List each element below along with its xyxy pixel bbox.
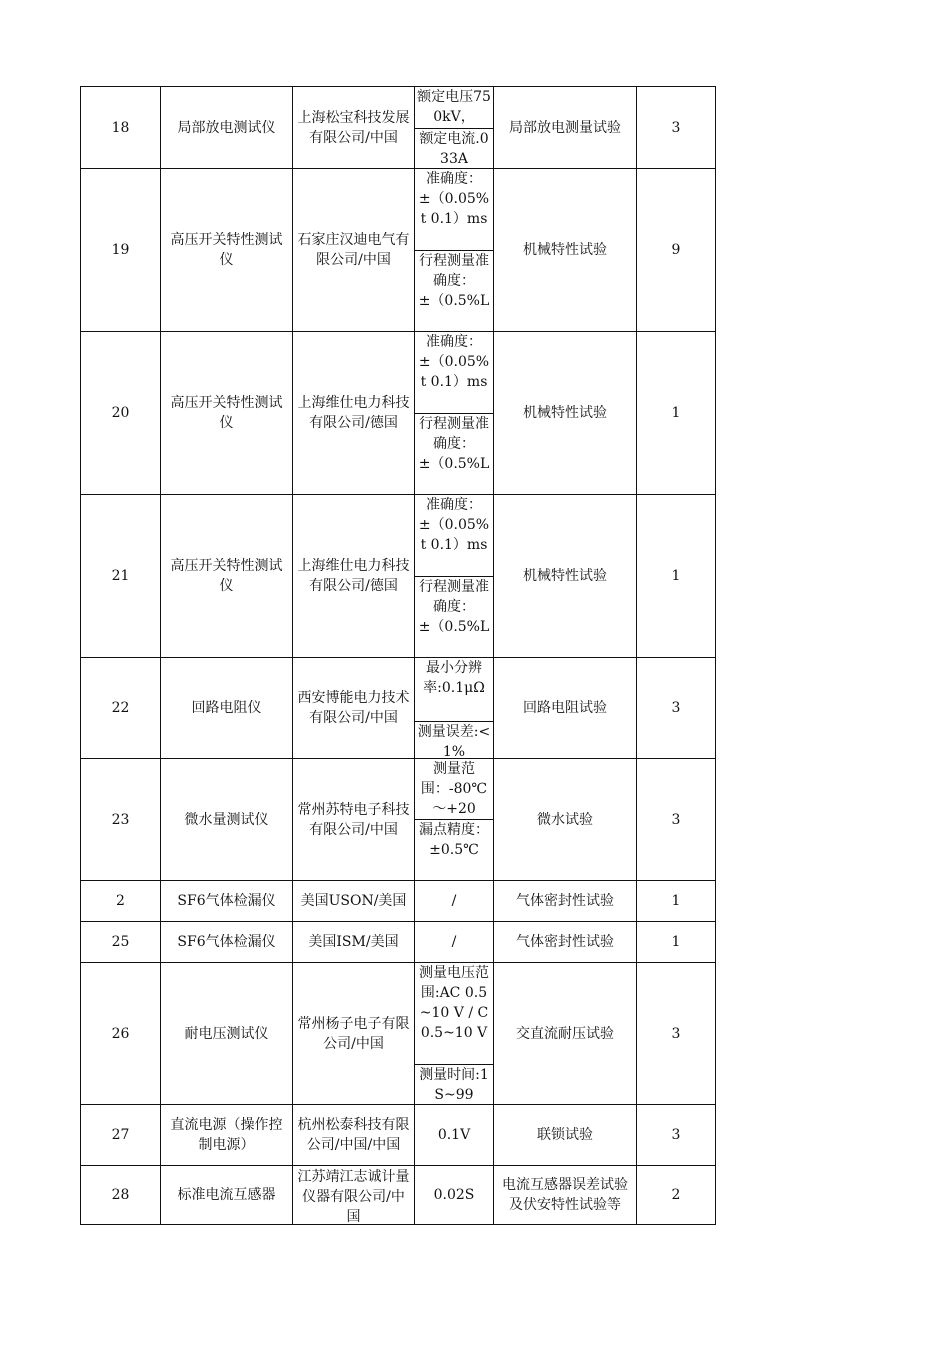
- quantity-cell: [637, 87, 716, 169]
- instrument-name-cell: [161, 1166, 293, 1225]
- spec-line: 行程测量准确度：±（0.5%L: [415, 576, 493, 658]
- instrument-name: SF6气体检漏仪: [177, 893, 276, 909]
- instrument-name-cell: [161, 1105, 293, 1166]
- table-row: [81, 963, 716, 1105]
- spec-line: 准确度：±（0.05%t 0.1）ms: [418, 497, 490, 553]
- spec-cell: [415, 658, 494, 759]
- instrument-name-cell: [161, 881, 293, 922]
- spec-line: 0.02S: [433, 1187, 475, 1203]
- table-row: [81, 495, 716, 658]
- manufacturer-cell: [293, 169, 415, 332]
- quantity: 3: [671, 811, 681, 828]
- manufacturer-cell: [293, 1166, 415, 1225]
- test-item-cell: [494, 759, 637, 881]
- quantity: 1: [671, 405, 681, 421]
- test-item: 回路电阻试验: [523, 700, 607, 716]
- row-number: 26: [111, 1025, 130, 1042]
- row-number-cell: [81, 1105, 161, 1166]
- quantity: 1: [671, 568, 681, 584]
- spec-line: 测量误差:<1%: [415, 721, 493, 759]
- instrument-name: 高压开关特性测试仪: [170, 395, 283, 431]
- table-row: [81, 658, 716, 759]
- row-number: 21: [111, 568, 130, 584]
- row-number: 22: [111, 700, 130, 716]
- row-number-cell: [81, 1166, 161, 1225]
- instrument-name: 直流电源（操作控制电源）: [170, 1117, 283, 1153]
- quantity-cell: [637, 169, 716, 332]
- test-item: 机械特性试验: [523, 405, 607, 421]
- manufacturer-cell: [293, 922, 415, 963]
- row-number: 23: [111, 811, 130, 828]
- instrument-name-cell: [161, 332, 293, 495]
- quantity-cell: [637, 963, 716, 1105]
- manufacturer-cell: [293, 658, 415, 759]
- manufacturer: 上海维仕电力科技有限公司/德国: [297, 558, 410, 594]
- test-item: 微水试验: [537, 811, 593, 828]
- quantity: 2: [671, 1187, 681, 1203]
- spec-cell: [415, 759, 494, 881]
- instrument-name: 耐电压测试仪: [184, 1025, 269, 1042]
- row-number-cell: [81, 658, 161, 759]
- instrument-name: 局部放电测试仪: [177, 119, 276, 136]
- spec-line: 测量范围：-80℃～+20: [420, 761, 488, 817]
- instrument-name: 高压开关特性测试仪: [170, 232, 283, 268]
- row-number-cell: [81, 332, 161, 495]
- test-item-cell: [494, 1166, 637, 1225]
- quantity: 3: [671, 1127, 681, 1143]
- manufacturer: 石家庄汉迪电气有限公司/中国: [297, 232, 410, 268]
- test-item: 局部放电测量试验: [509, 119, 621, 136]
- manufacturer-cell: [293, 332, 415, 495]
- table-row: [81, 332, 716, 495]
- table-row: [81, 169, 716, 332]
- instrument-name-cell: [161, 87, 293, 169]
- instrument-name-cell: [161, 658, 293, 759]
- equipment-table-body: [81, 87, 716, 1225]
- spec-line: 测量时间:1S~99: [415, 1064, 493, 1105]
- manufacturer-cell: [293, 759, 415, 881]
- spec-line: 行程测量准确度：±（0.5%L: [415, 413, 493, 495]
- instrument-name: 回路电阻仪: [191, 700, 262, 716]
- manufacturer: 西安博能电力技术有限公司/中国: [297, 690, 410, 726]
- manufacturer-cell: [293, 87, 415, 169]
- spec-cell: [415, 881, 494, 922]
- test-item-cell: [494, 495, 637, 658]
- spec-line: 行程测量准确度：±（0.5%L: [415, 250, 493, 332]
- table-row: [81, 87, 716, 169]
- spec-line: 额定电压750kV，: [417, 89, 491, 125]
- test-item: 交直流耐压试验: [516, 1025, 614, 1042]
- quantity: 9: [671, 242, 681, 258]
- test-item-cell: [494, 87, 637, 169]
- quantity-cell: [637, 881, 716, 922]
- row-number-cell: [81, 963, 161, 1105]
- manufacturer: 美国ISM/美国: [308, 934, 399, 950]
- manufacturer: 江苏靖江志诚计量仪器有限公司/中国: [297, 1168, 410, 1224]
- manufacturer: 杭州松泰科技有限公司/中国/中国: [297, 1117, 410, 1153]
- test-item-cell: [494, 881, 637, 922]
- manufacturer: 上海维仕电力科技有限公司/德国: [297, 395, 410, 431]
- row-number-cell: [81, 881, 161, 922]
- spec-line: 测量电压范围:AC 0.5~10 V / C 0.5~10 V: [419, 965, 489, 1041]
- spec-cell: [415, 495, 494, 658]
- quantity: 1: [671, 934, 681, 950]
- spec-line: 最小分辨率:0.1μΩ: [423, 660, 485, 696]
- manufacturer-cell: [293, 1105, 415, 1166]
- table-row: [81, 922, 716, 963]
- manufacturer-cell: [293, 881, 415, 922]
- quantity: 3: [671, 119, 681, 136]
- quantity-cell: [637, 922, 716, 963]
- spec-line: 0.1V: [437, 1127, 471, 1143]
- test-item-cell: [494, 169, 637, 332]
- test-item: 电流互感器误差试验及伏安特性试验等: [502, 1177, 628, 1213]
- table-row: [81, 759, 716, 881]
- row-number-cell: [81, 169, 161, 332]
- quantity-cell: [637, 495, 716, 658]
- quantity: 3: [671, 700, 681, 716]
- spec-line: 漏点精度：±0.5℃: [415, 819, 493, 881]
- test-item-cell: [494, 922, 637, 963]
- spec-cell: [415, 1105, 494, 1166]
- spec-cell: [415, 1166, 494, 1225]
- test-item: 联锁试验: [537, 1127, 593, 1143]
- manufacturer-cell: [293, 495, 415, 658]
- instrument-name-cell: [161, 963, 293, 1105]
- row-number: 25: [111, 934, 130, 950]
- test-item: 机械特性试验: [523, 568, 607, 584]
- instrument-name: 标准电流互感器: [177, 1187, 276, 1203]
- row-number: 20: [111, 405, 130, 421]
- row-number-cell: [81, 922, 161, 963]
- quantity-cell: [637, 759, 716, 881]
- manufacturer: 上海松宝科技发展有限公司/中国: [297, 109, 410, 146]
- spec-line: 准确度：±（0.05%t 0.1）ms: [418, 334, 490, 390]
- spec-line: /: [451, 893, 457, 909]
- instrument-name: 微水量测试仪: [184, 811, 269, 828]
- instrument-name-cell: [161, 495, 293, 658]
- table-row: [81, 1105, 716, 1166]
- quantity-cell: [637, 658, 716, 759]
- row-number-cell: [81, 495, 161, 658]
- quantity-cell: [637, 332, 716, 495]
- spec-cell: [415, 332, 494, 495]
- spec-line: 额定电流.033A: [415, 128, 493, 169]
- quantity-cell: [637, 1105, 716, 1166]
- row-number: 27: [111, 1127, 130, 1143]
- test-item-cell: [494, 1105, 637, 1166]
- spec-line: 准确度：±（0.05%t 0.1）ms: [418, 171, 490, 227]
- row-number: 2: [116, 893, 125, 909]
- test-item: 气体密封性试验: [516, 934, 614, 950]
- row-number-cell: [81, 87, 161, 169]
- manufacturer-cell: [293, 963, 415, 1105]
- spec-line: /: [451, 934, 457, 950]
- spec-cell: [415, 963, 494, 1105]
- table-row: [81, 1166, 716, 1225]
- spec-cell: [415, 87, 494, 169]
- row-number: 28: [111, 1187, 130, 1203]
- test-item: 气体密封性试验: [516, 893, 614, 909]
- test-item-cell: [494, 658, 637, 759]
- spec-cell: [415, 922, 494, 963]
- row-number-cell: [81, 759, 161, 881]
- row-number: 19: [111, 242, 130, 258]
- instrument-name-cell: [161, 169, 293, 332]
- test-item: 机械特性试验: [523, 242, 607, 258]
- instrument-name-cell: [161, 922, 293, 963]
- row-number: 18: [111, 119, 130, 136]
- table-row: [81, 881, 716, 922]
- quantity: 1: [671, 893, 681, 909]
- test-item-cell: [494, 963, 637, 1105]
- spec-cell: [415, 169, 494, 332]
- manufacturer: 常州苏特电子科技有限公司/中国: [297, 801, 410, 838]
- test-item-cell: [494, 332, 637, 495]
- quantity: 3: [671, 1025, 681, 1042]
- equipment-table: [80, 86, 716, 1225]
- instrument-name-cell: [161, 759, 293, 881]
- manufacturer: 美国USON/美国: [300, 893, 407, 909]
- quantity-cell: [637, 1166, 716, 1225]
- manufacturer: 常州杨子电子有限公司/中国: [297, 1015, 410, 1052]
- instrument-name: 高压开关特性测试仪: [170, 558, 283, 594]
- instrument-name: SF6气体检漏仪: [177, 934, 276, 950]
